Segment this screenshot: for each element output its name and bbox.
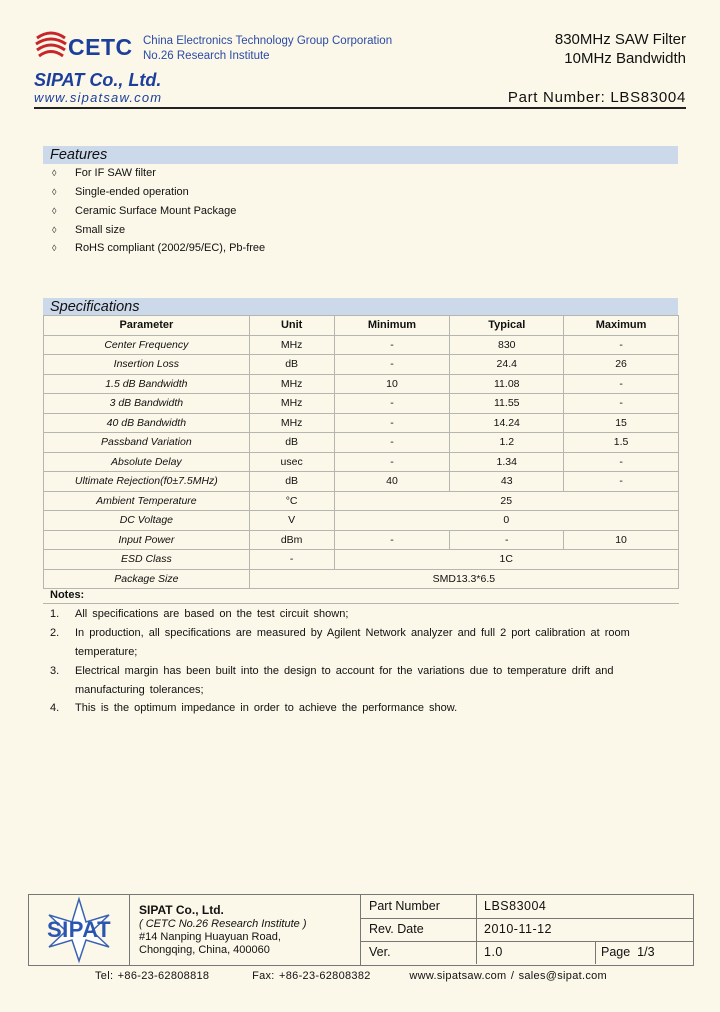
param-name: Ambient Temperature (44, 491, 250, 511)
param-value: 25 (334, 491, 678, 511)
cell-divider (476, 918, 477, 941)
features-heading-text: Features (50, 147, 108, 163)
table-row (44, 452, 679, 472)
table-row (44, 530, 679, 550)
feature-item (52, 167, 156, 179)
part-number-label: Part Number (369, 899, 440, 913)
param-max: 15 (564, 413, 679, 433)
note-number: 2. (50, 627, 60, 639)
doc-info-row (361, 895, 694, 919)
product-title: 830MHz SAW Filter (554, 31, 686, 48)
param-unit: °C (249, 491, 334, 511)
param-min: - (334, 530, 450, 550)
param-name: Input Power (44, 530, 250, 550)
param-min: - (334, 433, 450, 453)
param-typ: 11.55 (450, 394, 564, 414)
table-row (44, 511, 679, 531)
param-typ: 24.4 (450, 355, 564, 375)
contact-line (95, 970, 607, 982)
param-unit: dBm (249, 530, 334, 550)
param-unit: MHz (249, 335, 334, 355)
param-name: 1.5 dB Bandwidth (44, 374, 250, 394)
page-value: 1/3 (637, 945, 655, 959)
column-header: Parameter (44, 316, 250, 336)
param-name: Center Frequency (44, 335, 250, 355)
feature-text: For IF SAW filter (75, 167, 156, 179)
feature-text: Single-ended operation (75, 186, 189, 198)
param-max: 1.5 (564, 433, 679, 453)
param-unit: - (249, 550, 334, 570)
note-number: 4. (50, 702, 60, 714)
column-header: Minimum (334, 316, 450, 336)
institute-name: No.26 Research Institute (143, 50, 270, 62)
param-unit: MHz (249, 394, 334, 414)
param-typ: 830 (450, 335, 564, 355)
param-unit: dB (249, 355, 334, 375)
feature-item (52, 224, 125, 236)
feature-text: Ceramic Surface Mount Package (75, 205, 237, 217)
doc-info-row (361, 918, 694, 942)
feature-text: Small size (75, 224, 126, 236)
param-min: 40 (334, 472, 450, 492)
param-unit: usec (249, 452, 334, 472)
diamond-bullet-icon: ◊ (52, 206, 57, 216)
table-row (44, 335, 679, 355)
diamond-bullet-icon: ◊ (52, 187, 57, 197)
feature-item (52, 205, 236, 217)
note-number: 1. (50, 608, 60, 620)
company-name: SIPAT Co., Ltd. (34, 70, 162, 90)
part-number-value: LBS83004 (484, 899, 547, 913)
param-unit: dB (249, 433, 334, 453)
note-text: manufacturing tolerances; (75, 684, 204, 696)
note-text: Electrical margin has been built into the design to account for the variations due to temperature drift and (75, 665, 614, 677)
specifications-heading-text: Specifications (50, 299, 140, 315)
feature-text: RoHS compliant (2002/95/EC), Pb-free (75, 242, 266, 254)
sipat-logo (29, 895, 130, 965)
footer-address-line1: #14 Nanping Huayuan Road, (139, 931, 281, 943)
param-name: 3 dB Bandwidth (44, 394, 250, 414)
note-text: All specifications are based on the test circuit shown; (75, 608, 349, 620)
param-value: 0 (334, 511, 678, 531)
version-label: Ver. (369, 945, 391, 959)
corp-name: China Electronics Technology Group Corporation (143, 35, 393, 47)
param-max: - (564, 394, 679, 414)
param-min: 10 (334, 374, 450, 394)
diamond-bullet-icon: ◊ (52, 168, 57, 178)
footer-address-line2: Chongqing, China, 400060 (139, 944, 270, 956)
table-row (44, 433, 679, 453)
param-name: ESD Class (44, 550, 250, 570)
sipat-logo-text: SIPAT (46, 917, 112, 942)
param-name: Package Size (44, 569, 250, 589)
param-typ: 1.2 (450, 433, 564, 453)
param-max: - (564, 335, 679, 355)
features-heading (43, 146, 678, 164)
cell-divider (476, 941, 477, 964)
param-name: Absolute Delay (44, 452, 250, 472)
telephone: Tel: +86-23-62808818 (95, 970, 210, 982)
rev-date-value: 2010-11-12 (484, 922, 553, 936)
contact-web-email: www.sipatsaw.com / sales@sipat.com (409, 970, 607, 982)
cetc-emblem-icon (34, 30, 68, 60)
doc-info-row (361, 941, 694, 964)
param-max: - (564, 472, 679, 492)
table-row (44, 355, 679, 375)
page-label (601, 945, 655, 959)
param-min: - (334, 394, 450, 414)
param-max: 26 (564, 355, 679, 375)
table-row (44, 413, 679, 433)
cetc-logo-text: CETC (68, 34, 133, 60)
column-header: Unit (249, 316, 334, 336)
cell-divider (476, 895, 477, 918)
diamond-bullet-icon: ◊ (52, 225, 57, 235)
header-divider (34, 107, 686, 109)
notes-divider (43, 603, 679, 604)
specifications-table (43, 315, 679, 589)
cetc-logo (34, 30, 134, 60)
column-header: Maximum (564, 316, 679, 336)
param-typ: 43 (450, 472, 564, 492)
page-label-text: Page (601, 945, 631, 959)
table-row (44, 550, 679, 570)
param-min: - (334, 413, 450, 433)
diamond-bullet-icon: ◊ (52, 243, 57, 253)
param-max: 10 (564, 530, 679, 550)
part-number: Part Number: LBS83004 (507, 89, 686, 106)
note-number: 3. (50, 665, 60, 677)
param-name: Passband Variation (44, 433, 250, 453)
param-name: 40 dB Bandwidth (44, 413, 250, 433)
param-min: - (334, 335, 450, 355)
param-name: Ultimate Rejection(f0±7.5MHz) (44, 472, 250, 492)
footer-company: SIPAT Co., Ltd. (139, 903, 224, 917)
param-value: 1C (334, 550, 678, 570)
param-typ: 1.34 (450, 452, 564, 472)
feature-item (52, 186, 189, 198)
document-info-table (360, 895, 694, 965)
param-value: SMD13.3*6.5 (249, 569, 678, 589)
table-row (44, 374, 679, 394)
param-max: - (564, 452, 679, 472)
company-website: www.sipatsaw.com (34, 90, 163, 105)
param-unit: MHz (249, 374, 334, 394)
note-text: In production, all specifications are measured by Agilent Network analyzer and full 2 port calibration at room (75, 627, 630, 639)
product-subtitle: 10MHz Bandwidth (564, 50, 686, 67)
param-typ: - (450, 530, 564, 550)
footer-institute: ( CETC No.26 Research Institute ) (139, 918, 307, 930)
specifications-heading (43, 298, 678, 316)
param-unit: MHz (249, 413, 334, 433)
table-row (44, 569, 679, 589)
feature-item (52, 242, 265, 254)
footer-box (28, 894, 694, 966)
cell-divider (595, 941, 596, 964)
table-row (44, 394, 679, 414)
table-row (44, 491, 679, 511)
note-text: temperature; (75, 646, 138, 658)
rev-date-label: Rev. Date (369, 922, 424, 936)
table-header-row (44, 316, 679, 336)
note-text: This is the optimum impedance in order to achieve the performance show. (75, 702, 458, 714)
fax: Fax: +86-23-62808382 (252, 970, 371, 982)
param-unit: dB (249, 472, 334, 492)
column-header: Typical (450, 316, 564, 336)
param-unit: V (249, 511, 334, 531)
param-typ: 14.24 (450, 413, 564, 433)
notes-heading: Notes: (50, 589, 85, 601)
param-min: - (334, 355, 450, 375)
param-max: - (564, 374, 679, 394)
param-name: DC Voltage (44, 511, 250, 531)
param-name: Insertion Loss (44, 355, 250, 375)
param-min: - (334, 452, 450, 472)
param-typ: 11.08 (450, 374, 564, 394)
version-value: 1.0 (484, 945, 503, 959)
table-row (44, 472, 679, 492)
